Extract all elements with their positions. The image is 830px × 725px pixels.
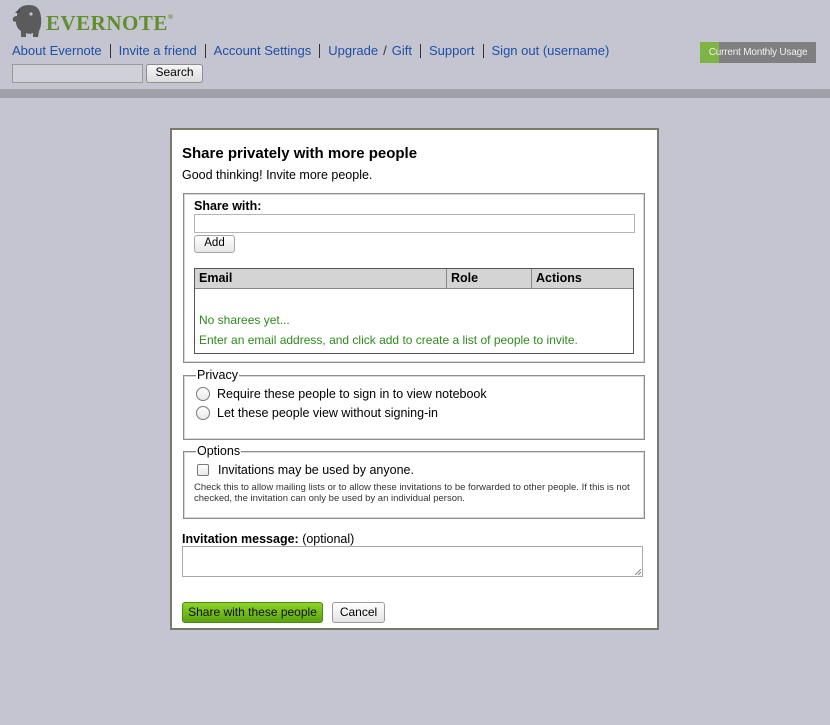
- elephant-icon: [12, 4, 44, 40]
- share-with-these-people-button[interactable]: Share with these people: [182, 602, 323, 623]
- privacy-legend: Privacy: [197, 368, 238, 382]
- nav-slash: /: [383, 43, 387, 58]
- invitation-message-label-bold: Invitation message:: [182, 532, 299, 546]
- option-invitations-anyone[interactable]: [196, 463, 414, 477]
- options-fieldset: [183, 444, 645, 519]
- nav-separator: [205, 44, 206, 58]
- invitation-message-optional: (optional): [302, 532, 355, 546]
- options-help-text: Check this to allow mailing lists or to allow these invitations to be forwarded to other people. If this is not checked, the invitation can only be used by an individual person.: [194, 482, 630, 504]
- add-button[interactable]: Add: [194, 235, 235, 253]
- nav-support-link[interactable]: Support: [428, 43, 475, 58]
- header: [0, 0, 830, 89]
- nav-account-settings-link[interactable]: Account Settings: [213, 43, 312, 58]
- privacy-option-label: Let these people view without signing-in: [217, 406, 438, 420]
- nav-signout-link[interactable]: Sign out (username): [491, 43, 610, 58]
- nav-separator: [483, 44, 484, 58]
- column-email: Email: [195, 269, 447, 288]
- options-legend: Options: [197, 444, 241, 458]
- dialog-subtitle: Good thinking! Invite more people.: [182, 168, 373, 182]
- invitation-message-textarea[interactable]: [182, 546, 643, 577]
- top-nav: [12, 43, 609, 58]
- radio-no-signin[interactable]: [196, 406, 210, 420]
- dialog-title: Share privately with more people: [182, 145, 418, 162]
- evernote-logo[interactable]: [12, 4, 174, 40]
- nav-separator: [319, 44, 320, 58]
- privacy-fieldset: [183, 368, 645, 440]
- search-input[interactable]: [12, 64, 143, 83]
- column-actions: Actions: [536, 271, 582, 285]
- invitations-anyone-checkbox[interactable]: [197, 464, 209, 476]
- privacy-option-no-signin[interactable]: [196, 406, 438, 420]
- empty-state-title: No sharees yet...: [199, 313, 290, 327]
- share-with-panel: [183, 193, 645, 363]
- nav-separator: [110, 44, 111, 58]
- resize-handle-icon[interactable]: [635, 569, 641, 575]
- registered-mark: ®: [167, 13, 174, 21]
- monthly-usage-meter[interactable]: [700, 42, 816, 63]
- share-with-label: Share with:: [194, 199, 262, 213]
- column-role: Role: [447, 269, 532, 288]
- logo-text: EVERNOTE®: [46, 11, 174, 35]
- nav-separator: [420, 44, 421, 58]
- sharees-table: [194, 268, 634, 354]
- empty-state-hint: Enter an email address, and click add to create a list of people to invite.: [199, 333, 578, 347]
- search-button[interactable]: Search: [146, 64, 203, 83]
- share-email-input[interactable]: [194, 214, 635, 233]
- privacy-option-label: Require these people to sign in to view notebook: [217, 387, 487, 401]
- privacy-option-require-signin[interactable]: [196, 387, 487, 401]
- invitations-anyone-label: Invitations may be used by anyone.: [218, 463, 414, 477]
- usage-label: Current Monthly Usage: [708, 47, 808, 58]
- header-divider: [0, 89, 830, 98]
- nav-about-link[interactable]: About Evernote: [12, 43, 102, 58]
- radio-require-signin[interactable]: [196, 387, 210, 401]
- nav-upgrade-link[interactable]: Upgrade: [328, 43, 379, 58]
- table-header: [195, 269, 633, 289]
- nav-invite-link[interactable]: Invite a friend: [118, 43, 197, 58]
- invitation-message-label: [182, 532, 354, 546]
- cancel-button[interactable]: Cancel: [332, 602, 385, 623]
- nav-gift-link[interactable]: Gift: [391, 43, 412, 58]
- share-dialog: [170, 128, 659, 630]
